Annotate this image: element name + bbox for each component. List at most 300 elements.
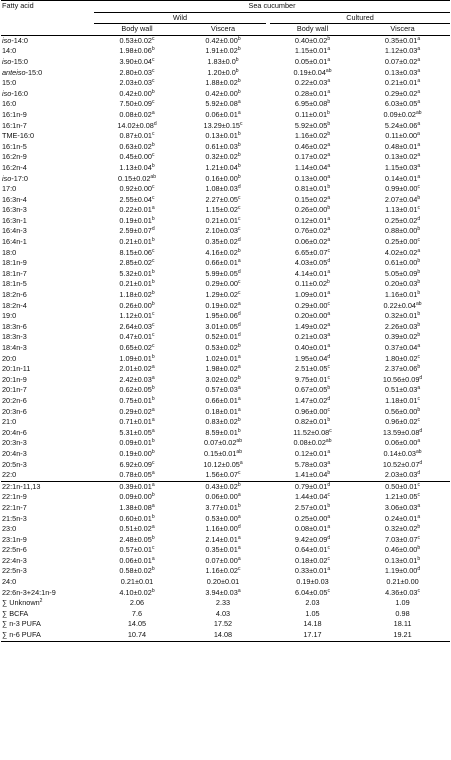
significance-letter: a	[151, 109, 155, 116]
value-cell: 1.20±0.0$^b$	[207, 67, 239, 77]
fatty-acid-name: 19:0	[2, 311, 17, 321]
value-cell: 2.48±0.05$^b$	[119, 534, 155, 544]
significance-letter: a	[237, 545, 241, 552]
significance-letter: b	[237, 374, 241, 381]
significance-letter: a	[151, 524, 155, 531]
value-cell: 1.98±0.02$^a$	[205, 364, 241, 374]
value-cell: 2.14±0.01$^a$	[205, 534, 241, 544]
value-cell: 0.22±0.01$^a$	[119, 205, 155, 215]
fatty-acid-name: iso-14:0	[2, 35, 28, 45]
value-cell: 1.56±0.07$^c$	[180, 470, 266, 481]
value-cell: 0.29±0.00$^c$	[205, 279, 241, 289]
significance-letter: b	[237, 35, 241, 42]
table-row	[1, 46, 450, 57]
value-cell: 2.64±0.03$^c$	[119, 321, 155, 331]
table-row	[1, 237, 450, 248]
significance-letter: b	[417, 555, 421, 562]
significance-letter: c	[237, 566, 241, 573]
fatty-acid-name: 20:1n-11	[2, 364, 31, 374]
table-row	[1, 279, 450, 290]
significance-letter: c	[237, 290, 241, 297]
value-cell: 0.58±0.02$^b$	[119, 566, 155, 576]
value-cell: 1.15±0.03$^a$	[384, 162, 421, 172]
value-cell: 1.12±0.01$^c$	[119, 311, 155, 321]
table-row	[1, 78, 450, 89]
value-cell: 0.45±0.00$^c$	[119, 152, 155, 162]
summary-label: ∑ BCFA	[2, 608, 29, 618]
value-cell: 0.53±0.02$^b$	[205, 343, 241, 352]
value-cell: 1.13±0.01$^c$	[385, 205, 420, 215]
value-cell: 1.91±0.02$^b$	[205, 46, 241, 56]
table-row	[1, 428, 450, 439]
value-cell: 1.12±0.03$^a$	[384, 46, 421, 56]
value-cell: 2.57±0.01$^b$	[294, 502, 331, 512]
table-row	[1, 258, 450, 269]
table-row	[1, 354, 450, 365]
significance-letter: c	[417, 481, 420, 488]
value-cell: 2.55±0.04$^c$	[119, 194, 155, 204]
significance-letter: c	[151, 152, 155, 159]
significance-letter: a	[151, 481, 155, 488]
value-cell: 0.26±0.00$^b$	[119, 300, 155, 310]
significance-letter: c	[237, 205, 241, 212]
value-cell: 10.12±0.05$^a$	[203, 459, 243, 469]
table-row	[1, 121, 450, 132]
significance-letter: a	[417, 78, 421, 85]
value-cell: 0.25±0.02$^d$	[384, 215, 421, 225]
fatty-acid-name: 22:0	[1, 470, 94, 481]
value-cell: 0.07±0.02$^{ab}$	[204, 438, 242, 448]
significance-letter: b	[237, 481, 241, 488]
value-cell: 2.37±0.06$^b$	[384, 364, 421, 374]
value-cell: 0.35±0.02$^d$	[205, 237, 241, 247]
significance-letter: b	[151, 448, 155, 455]
significance-letter: a	[327, 56, 331, 63]
value-cell: 1.18±0.02$^b$	[119, 290, 155, 300]
significance-letter: a	[151, 555, 155, 562]
value-cell: 0.32±0.01$^b$	[384, 311, 421, 321]
value-cell: 0.20±0.03$^b$	[384, 279, 421, 289]
wild-header: Wild	[94, 12, 266, 24]
significance-letter: a	[327, 46, 331, 53]
value-cell: 0.39±0.01$^a$	[119, 481, 155, 491]
fatty-acid-name: anteiso-15:0	[2, 67, 43, 77]
significance-letter: d	[237, 237, 241, 244]
value-cell: 0.21±0.01$^a$	[384, 78, 421, 88]
fatty-acid-name: 16:2n-4	[2, 162, 27, 172]
significance-letter: b	[417, 406, 421, 413]
value-cell: 0.16±0.00$^b$	[205, 173, 241, 183]
significance-letter: b	[327, 502, 331, 509]
significance-letter: d	[237, 321, 241, 328]
significance-letter: c	[327, 492, 330, 499]
significance-letter: b	[417, 364, 421, 371]
significance-letter: c	[151, 247, 155, 254]
significance-letter: c	[327, 587, 330, 594]
fatty-acid-name: 23:1n-9	[2, 534, 27, 544]
value-cell: 0.08±0.02$^a$	[119, 109, 155, 119]
fatty-acid-name: 22:5n-6	[2, 545, 27, 555]
fatty-acid-header: Fatty acid	[1, 1, 94, 13]
value-cell: 0.12±0.01$^a$	[294, 215, 331, 225]
fatty-acid-name: 21:0	[2, 417, 17, 427]
significance-letter: c	[327, 545, 330, 552]
significance-letter: b	[151, 268, 155, 275]
value-cell: 4.16±0.02$^b$	[205, 247, 241, 257]
value-cell: 1.80±0.02$^c$	[385, 353, 420, 363]
summary-value: 4.03	[215, 608, 231, 618]
value-cell: 0.18±0.01$^a$	[205, 406, 241, 416]
value-cell: 0.75±0.01$^b$	[119, 395, 155, 405]
value-cell: 6.65±0.07$^c$	[295, 247, 330, 257]
header-row-group	[1, 1, 450, 13]
significance-letter: a	[327, 152, 331, 159]
significance-letter: a	[151, 364, 155, 371]
summary-label: ∑ n-3 PUFA	[2, 619, 41, 629]
wild-viscera-header: Viscera	[180, 24, 266, 36]
value-cell: 0.17±0.02$^a$	[294, 152, 331, 162]
table-row	[1, 470, 450, 481]
value-cell: 0.33±0.01$^a$	[294, 566, 331, 576]
significance-letter: c	[417, 205, 420, 212]
significance-letter: a	[417, 385, 421, 392]
summary-value: 10.74	[94, 630, 180, 641]
table-row	[1, 131, 450, 142]
significance-letter: c	[237, 279, 241, 286]
summary-value: 0.98	[395, 608, 410, 618]
significance-letter: a	[327, 194, 331, 201]
table-row	[1, 216, 450, 227]
value-cell: 0.65±0.02$^c$	[119, 343, 155, 352]
significance-letter: b	[151, 300, 155, 307]
significance-letter: b	[151, 88, 155, 95]
table-row	[1, 248, 450, 259]
value-cell: 1.47±0.02$^d$	[294, 395, 331, 405]
significance-letter: a	[417, 141, 421, 148]
table-row	[1, 460, 450, 471]
value-cell: 0.40±0.02$^b$	[294, 35, 331, 45]
value-cell: 0.26±0.00$^b$	[294, 205, 331, 215]
significance-letter: a	[327, 343, 331, 349]
value-cell: 4.36±0.03$^c$	[385, 587, 420, 597]
significance-letter: a	[327, 524, 331, 531]
value-cell: 0.14±0.01$^a$	[384, 173, 421, 183]
value-cell: 2.27±0.05$^c$	[205, 194, 241, 204]
fatty-acid-name: 22:4n-3	[2, 555, 27, 565]
value-cell: 0.19±0.02$^a$	[205, 300, 241, 310]
value-cell: 1.09±0.01$^a$	[294, 290, 331, 300]
value-cell: 0.06±0.01$^a$	[205, 109, 241, 119]
significance-letter: b	[417, 268, 421, 275]
table-row	[1, 99, 450, 110]
significance-letter: b	[327, 279, 330, 286]
table-row	[1, 375, 450, 386]
value-cell: 0.15±0.01$^{ab}$	[204, 448, 242, 458]
fatty-acid-name: 16:1n-5	[2, 141, 27, 151]
value-cell: 1.38±0.08$^a$	[119, 502, 155, 512]
value-cell: 0.14±0.03$^{ab}$	[383, 448, 422, 458]
value-cell: 0.29±0.02$^a$	[384, 88, 421, 98]
significance-letter: a	[237, 534, 241, 541]
summary-value: 14.18	[303, 619, 322, 629]
value-cell: 0.21±0.01	[120, 577, 154, 587]
value-cell: 1.14±0.04$^a$	[294, 162, 331, 172]
significance-letter: a	[237, 385, 241, 392]
significance-letter: d	[419, 374, 423, 381]
value-cell: 1.95±0.04$^d$	[294, 353, 331, 363]
significance-letter: b	[327, 35, 331, 42]
significance-letter: b	[327, 184, 331, 191]
significance-letter: c	[327, 300, 330, 307]
value-cell: 3.90±0.04$^c$	[119, 56, 155, 66]
significance-letter: b	[151, 215, 155, 222]
table-row	[1, 449, 450, 460]
value-cell: 6.95±0.08$^b$	[294, 99, 331, 109]
fatty-acid-name: 17:0	[2, 184, 17, 194]
significance-letter: b	[237, 417, 241, 424]
table-row	[1, 226, 450, 237]
summary-value: 1.09	[395, 598, 410, 608]
value-cell: 0.07±0.00$^a$	[205, 555, 241, 565]
value-cell: 0.71±0.01$^a$	[119, 417, 155, 427]
value-cell: 8.15±0.06$^c$	[119, 247, 155, 257]
significance-letter: a	[327, 513, 331, 520]
table-row	[1, 322, 450, 333]
value-cell: 0.24±0.01$^a$	[384, 513, 421, 523]
significance-letter: c	[151, 35, 155, 42]
fatty-acid-name: 22:6n-3+24:1n-9	[2, 587, 56, 597]
significance-letter: b	[237, 173, 241, 180]
fatty-acid-name: 20:3n-6	[2, 406, 27, 416]
value-cell: 0.32±0.02$^b$	[205, 152, 241, 162]
value-cell: 4.14±0.01$^a$	[294, 268, 331, 278]
significance-letter: a	[417, 67, 421, 74]
significance-letter: c	[151, 343, 155, 349]
fatty-acid-name: 15:0	[2, 78, 17, 88]
significance-letter: d	[151, 226, 155, 233]
value-cell: 0.35±0.01$^a$	[205, 545, 241, 555]
summary-value: 7.6	[131, 608, 143, 618]
significance-letter: c	[239, 120, 243, 127]
significance-letter: c	[151, 78, 155, 85]
fatty-acid-name: 20:1n-9	[2, 374, 27, 384]
value-cell: 0.06±0.00$^a$	[384, 438, 421, 448]
fatty-acid-name: 20:0	[2, 353, 17, 363]
value-cell: 1.18±0.01$^c$	[385, 395, 420, 405]
value-cell: 0.52±0.01$^d$	[205, 332, 241, 342]
value-cell: 0.61±0.00$^b$	[384, 258, 421, 268]
value-cell: 0.11±0.02$^b$	[295, 279, 330, 289]
value-cell: 1.13±0.04$^b$	[119, 162, 155, 172]
value-cell: 0.21±0.01$^c$	[205, 215, 241, 225]
value-cell: 0.53±0.00$^a$	[205, 513, 241, 523]
table-row	[1, 311, 450, 322]
value-cell: 11.52±0.08$^c$	[293, 427, 332, 437]
value-cell: 0.47±0.01$^c$	[119, 332, 155, 342]
value-cell: 0.29±0.00$^c$	[295, 300, 330, 310]
significance-letter: c	[417, 184, 420, 191]
value-cell: 2.10±0.03$^c$	[205, 226, 241, 236]
header-row-origin	[1, 12, 450, 24]
significance-letter: a	[417, 513, 421, 520]
significance-letter: b	[151, 534, 155, 541]
significance-letter: b	[237, 343, 241, 349]
significance-letter: c	[327, 374, 330, 381]
significance-letter: d	[327, 353, 331, 360]
significance-letter: ab	[325, 438, 332, 445]
fatty-acid-name: 16:0	[2, 99, 17, 109]
value-cell: 1.16±0.01$^b$	[384, 290, 421, 300]
significance-letter: a	[237, 395, 241, 402]
fatty-acid-name: 18:1n-5	[2, 279, 27, 289]
cultured-viscera-header: Viscera	[355, 24, 450, 36]
fatty-acid-name: 16:3n-3	[2, 205, 27, 215]
value-cell: 0.92±0.00$^c$	[119, 184, 155, 194]
significance-letter: a	[237, 555, 241, 562]
significance-letter: c	[417, 353, 420, 360]
value-cell: 0.53±0.02$^c$	[119, 35, 155, 45]
value-cell: 13.59±0.08$^d$	[382, 427, 423, 437]
summary-label: ∑ n-6 PUFA	[1, 630, 94, 641]
significance-letter: c	[151, 545, 155, 552]
table-row	[1, 290, 450, 301]
significance-letter: b	[237, 78, 241, 85]
table-row	[1, 89, 450, 100]
table-row	[1, 492, 450, 503]
fatty-acid-name: 16:3n-4	[2, 194, 27, 204]
significance-letter: b	[151, 385, 155, 392]
fatty-acid-name: 18:0	[2, 247, 17, 257]
fatty-acid-name: 22:1n-7	[2, 502, 27, 512]
significance-letter: d	[327, 534, 331, 541]
significance-letter: a	[237, 364, 241, 371]
significance-letter: d	[417, 566, 421, 573]
header-row-tissue	[1, 24, 450, 36]
significance-letter: b	[151, 290, 155, 297]
significance-letter: c	[151, 131, 155, 138]
significance-letter: a	[151, 502, 155, 509]
table-row	[1, 407, 450, 418]
value-cell: 0.57±0.03$^a$	[205, 385, 241, 395]
significance-letter: a	[327, 173, 331, 180]
value-cell: 0.18±0.02$^c$	[295, 555, 330, 565]
value-cell: 0.21±0.03$^a$	[294, 332, 331, 342]
value-cell: 8.59±0.01$^b$	[205, 427, 241, 437]
value-cell: 0.09±0.00$^b$	[119, 492, 155, 502]
value-cell: 0.57±0.01$^c$	[119, 545, 155, 555]
table-row	[1, 142, 450, 153]
significance-letter: a	[237, 99, 241, 106]
significance-letter: c	[151, 184, 155, 191]
summary-row	[1, 619, 450, 630]
table-row	[1, 535, 450, 546]
value-cell: 1.19±0.00$^d$	[384, 566, 421, 576]
value-cell: 1.16±0.00$^d$	[205, 524, 241, 534]
significance-letter: b	[417, 321, 421, 328]
significance-letter: a	[151, 406, 155, 413]
significance-letter: ab	[325, 67, 332, 74]
fatty-acid-name: 20:4n-3	[2, 448, 27, 458]
significance-letter: d	[237, 332, 241, 339]
significance-letter: c	[151, 459, 155, 466]
value-cell: 0.79±0.01$^d$	[294, 481, 331, 491]
significance-letter: b	[237, 427, 241, 434]
value-cell: 1.49±0.02$^a$	[294, 321, 331, 331]
summary-value: 14.05	[127, 619, 147, 629]
significance-letter: b	[237, 131, 241, 138]
significance-letter: b	[327, 205, 331, 212]
value-cell: 3.01±0.05$^d$	[205, 321, 241, 331]
table-row	[1, 57, 450, 68]
value-cell: 0.09±0.01$^b$	[119, 438, 155, 448]
value-cell: 0.78±0.05$^a$	[94, 470, 180, 481]
significance-letter: a	[327, 78, 331, 85]
value-cell: 9.42±0.09$^d$	[294, 534, 331, 544]
value-cell: 5.31±0.05$^a$	[119, 427, 155, 437]
value-cell: 0.46±0.00$^b$	[384, 545, 421, 555]
value-cell: 5.05±0.09$^b$	[384, 268, 421, 278]
table-row	[1, 301, 450, 312]
summary-value: 2.03	[305, 598, 320, 608]
value-cell: 0.96±0.00$^c$	[295, 406, 330, 416]
cultured-body-wall-header: Body wall	[270, 24, 355, 36]
significance-letter: b	[237, 162, 241, 169]
significance-letter: a	[417, 131, 420, 138]
table-row	[1, 545, 450, 556]
significance-letter: ab	[236, 438, 242, 445]
value-cell: 0.19±0.01$^b$	[119, 215, 155, 225]
value-cell: 0.19±0.03	[296, 577, 329, 587]
significance-letter: a	[327, 215, 331, 222]
value-cell: 2.03±0.03$^d$	[355, 470, 450, 481]
significance-letter: a	[327, 268, 331, 275]
significance-letter: b	[151, 492, 155, 499]
value-cell: 0.51±0.02$^a$	[119, 524, 155, 534]
table-row	[1, 556, 450, 567]
value-cell: 1.83±0.0$^b$	[207, 56, 239, 66]
significance-letter: b	[327, 385, 331, 392]
significance-letter: ab	[236, 448, 242, 455]
table-row	[1, 503, 450, 514]
significance-letter: a	[327, 566, 331, 573]
significance-letter: c	[151, 258, 155, 265]
value-cell: 0.22±0.04$^{ab}$	[383, 300, 422, 310]
cultured-header: Cultured	[270, 12, 450, 24]
value-cell: 9.75±0.01$^c$	[295, 374, 330, 384]
value-cell: 5.92±0.05$^b$	[294, 120, 331, 130]
fatty-acid-name: TME-16:0	[2, 131, 35, 141]
value-cell: 6.04±0.05$^c$	[295, 587, 330, 597]
significance-letter: b	[417, 290, 421, 297]
significance-letter: a	[417, 120, 421, 127]
table-row	[1, 68, 450, 79]
value-cell: 1.98±0.06$^b$	[119, 46, 155, 56]
value-cell: 0.37±0.04$^a$	[384, 343, 421, 352]
significance-letter: b	[151, 587, 155, 594]
value-cell: 0.19±0.00$^b$	[119, 448, 155, 458]
significance-letter: b	[327, 109, 330, 116]
value-cell: 0.08±0.02$^{ab}$	[293, 438, 332, 448]
summary-value: 2.06	[129, 598, 145, 608]
significance-letter: ab	[150, 173, 156, 180]
value-cell: 5.24±0.06$^a$	[384, 120, 421, 130]
significance-letter: b	[151, 513, 155, 520]
fatty-acid-name: 20:2n-6	[2, 395, 27, 405]
significance-letter: b	[151, 162, 155, 169]
value-cell: 10.52±0.07$^d$	[382, 459, 423, 469]
value-cell: 0.46±0.02$^a$	[294, 141, 331, 151]
significance-letter: a	[151, 470, 155, 477]
